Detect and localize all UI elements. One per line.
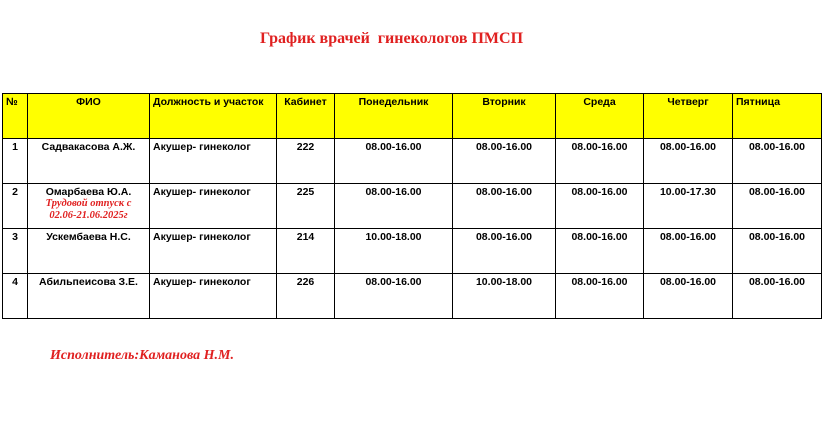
row-tuesday: 08.00-16.00 — [453, 184, 556, 229]
row-monday: 10.00-18.00 — [335, 229, 453, 274]
row-thursday: 08.00-16.00 — [644, 274, 733, 319]
row-friday: 08.00-16.00 — [733, 274, 822, 319]
row-wednesday: 08.00-16.00 — [556, 139, 644, 184]
row-monday: 08.00-16.00 — [335, 274, 453, 319]
row-num: 4 — [3, 274, 28, 319]
row-position: Акушер- гинеколог — [150, 184, 277, 229]
table-row — [3, 274, 822, 319]
header-tuesday: Вторник — [453, 94, 556, 139]
row-wednesday: 08.00-16.00 — [556, 274, 644, 319]
row-thursday: 08.00-16.00 — [644, 229, 733, 274]
executor-signature: Исполнитель:Каманова Н.М. — [50, 348, 234, 363]
row-friday: 08.00-16.00 — [733, 139, 822, 184]
schedule-table — [2, 93, 822, 319]
row-name — [28, 229, 150, 274]
row-position: Акушер- гинеколог — [150, 274, 277, 319]
row-name — [28, 274, 150, 319]
row-position: Акушер- гинеколог — [150, 229, 277, 274]
leave-note: Трудовой отпуск с 02.06-21.06.2025г — [45, 198, 132, 221]
row-room: 226 — [277, 274, 335, 319]
header-wednesday: Среда — [556, 94, 644, 139]
page-title: График врачей гинекологов ПМСП — [259, 30, 524, 47]
row-room: 222 — [277, 139, 335, 184]
row-monday: 08.00-16.00 — [335, 139, 453, 184]
header-monday: Понедельник — [335, 94, 453, 139]
row-name — [28, 184, 150, 229]
table-row — [3, 229, 822, 274]
row-tuesday: 10.00-18.00 — [453, 274, 556, 319]
row-wednesday: 08.00-16.00 — [556, 184, 644, 229]
row-num: 3 — [3, 229, 28, 274]
header-thursday: Четверг — [644, 94, 733, 139]
header-position: Должность и участок — [150, 94, 277, 139]
table-row — [3, 184, 822, 229]
row-monday: 08.00-16.00 — [335, 184, 453, 229]
row-num: 2 — [3, 184, 28, 229]
row-num: 1 — [3, 139, 28, 184]
header-name: ФИО — [28, 94, 150, 139]
header-num: № — [3, 94, 28, 139]
doctor-name: Абильпеисова З.Е. — [39, 276, 138, 288]
header-friday: Пятница — [733, 94, 822, 139]
row-room: 214 — [277, 229, 335, 274]
row-wednesday: 08.00-16.00 — [556, 229, 644, 274]
row-name — [28, 139, 150, 184]
row-friday: 08.00-16.00 — [733, 184, 822, 229]
doctor-name: Ускембаева Н.С. — [46, 231, 131, 243]
row-room: 225 — [277, 184, 335, 229]
doctor-name: Омарбаева Ю.А. — [45, 186, 132, 198]
row-tuesday: 08.00-16.00 — [453, 229, 556, 274]
row-position: Акушер- гинеколог — [150, 139, 277, 184]
row-tuesday: 08.00-16.00 — [453, 139, 556, 184]
row-thursday: 10.00-17.30 — [644, 184, 733, 229]
header-room: Кабинет — [277, 94, 335, 139]
row-thursday: 08.00-16.00 — [644, 139, 733, 184]
table-row — [3, 139, 822, 184]
table-header-row — [3, 94, 822, 139]
doctor-name: Садвакасова А.Ж. — [41, 141, 136, 153]
row-friday: 08.00-16.00 — [733, 229, 822, 274]
